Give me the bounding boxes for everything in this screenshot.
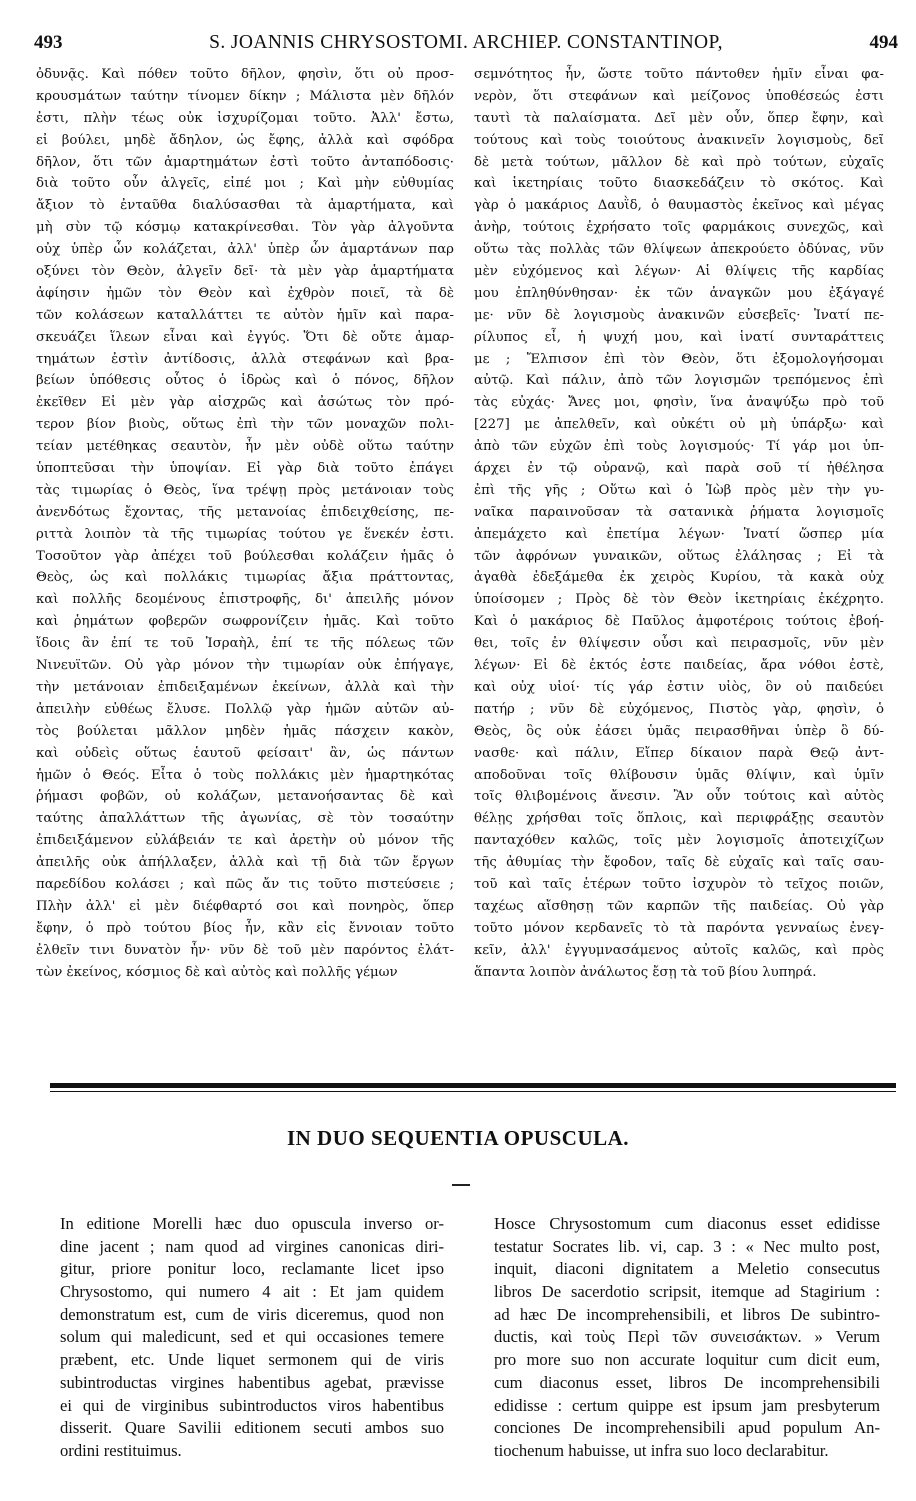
text-line: Πλὴν ἀλλ' εἰ μὲν διέφθαρτό σοι καὶ πονηρὸς, ὅπερ <box>36 898 454 914</box>
text-line: ἀφίησιν ἡμῶν τὸν Θεὸν καὶ ἐχθρὸν ποιεῖ, τὰ δὲ <box>36 285 454 301</box>
text-line: καὶ ῥημάτων φοβερῶν σωφρονίζειν ἡμᾶς. Καὶ τοῦτο <box>36 614 454 630</box>
text-line: οξύνει τὸν Θεὸν, ἀλγεῖν δεῖ· τὰ μὲν γὰρ ἁμαρτήματα <box>36 264 454 280</box>
text-line: ἐπὶ τῆς γῆς ; Οὕτω καὶ ὁ Ἰὼβ πρὸς μὲν τὴν γυ- <box>474 482 884 498</box>
text-line: ductis, καὶ τοὺς Περὶ τῶν συνεισάκτων. » Verum <box>494 1327 880 1347</box>
text-line: testatur Socrates lib. vi, cap. 3 : « Nec multo post, <box>494 1236 880 1256</box>
text-line: τὰς εὐχάς· Ἄνες μοι, φησὶν, ἵνα ἀναψύξω πρὸ τοῦ <box>474 395 884 411</box>
text-line: ei qui de virginibus subintroductos viros habentibus <box>60 1395 444 1415</box>
title-dash-ornament <box>452 1184 470 1186</box>
text-line: ῥήμασι φοβῶν, οὐ κολάζων, μετανοήσαντας δὲ καὶ <box>36 789 454 805</box>
text-line: μὴ σὺν τῷ κόσμῳ κατακρίνεσθαι. Τὸν γὰρ ἀλγοῦντα <box>36 220 454 236</box>
text-line: ριττὰ λοιπὸν τὰ τῆς τιμωρίας τούτου γε ἕνεκέν ἐστι. <box>36 526 454 542</box>
text-line: ἀνὴρ, τούτοις ἐχρήσατο τοῖς φαρμάκοις συνεχῶς, καὶ <box>474 220 884 236</box>
text-line: ἀπὸ τῶν εὐχῶν ἐπὶ τοὺς λογισμούς· Τί γάρ μοι ὑπ- <box>474 439 884 455</box>
text-line: κρουσμάτων ταύτην τίνομεν δίκην ; Μάλιστα μὲν δῆλόν <box>36 88 454 104</box>
text-line: In editione Morelli hæc duo opuscula inverso or- <box>60 1214 444 1233</box>
text-line: ἡμῶν ὁ Θεός. Εἶτα ὁ τοὺς πολλάκις μὲν ἡμαρτηκότας <box>36 767 454 783</box>
text-line: ἐπιδειξάμενον εὐλάβειάν τε καὶ ἀρετὴν οὐ μόνον τῆς <box>36 833 454 849</box>
text-line: pro more suo non accurate loquitur cum dicit eum, <box>494 1350 880 1370</box>
text-line: demonstratum est, cum de viris diceremus, quod non <box>60 1304 444 1324</box>
text-line: παρεδίδου κολάσει ; καὶ πῶς ἄν τις τοῦτο πιστεύσειε ; <box>36 876 454 892</box>
page-number-left: 493 <box>34 32 63 53</box>
text-line: ἀπεμάχετο καὶ ἐπετίμα λέγων· Ἱνατί ὥσπερ μία <box>474 526 884 542</box>
text-line: ταύτης ἀπαλλάττων τῆς ἀγωνίας, σὲ τὸν τοσαύτην <box>36 811 454 827</box>
text-line: ἀνενδότως ἔχοντας, τῆς μετανοίας ἐπιδειχθείσης, πε- <box>36 504 454 520</box>
page-number-right: 494 <box>869 32 898 53</box>
text-line: libros De sacerdotio scripsit, itemque ad Stagirium : <box>494 1282 880 1302</box>
text-line: οὕτω τὰς πολλὰς τῶν θλίψεων ἀπεκρούετο ὀδύνας, νῦν <box>474 242 884 258</box>
text-line: μὲν εὐχόμενος καὶ λέγων· Αἱ θλίψεις τῆς καρδίας <box>474 264 884 280</box>
text-line: cum diaconus esset, libros De incomprehensibili <box>494 1372 880 1392</box>
text-line: ἴδοις ἂν ἐπί τε τοῦ Ἰσραὴλ, ἐπί τε τῆς πόλεως τῶν <box>36 636 454 652</box>
text-line: disserit. Quare Savilii editionem secuti ambos suo <box>60 1418 444 1438</box>
text-line: τὰς τιμωρίας ὁ Θεὸς, ἵνα τρέψῃ πρὸς μετάνοιαν τοὺς <box>36 482 454 498</box>
text-line: ὑποπτεῦσαι τὴν ὑποψίαν. Εἰ γὰρ διὰ τοῦτο ἐπάγει <box>36 461 454 477</box>
text-line: δὲ μετὰ τούτων, μᾶλλον δὲ καὶ πρὸ τούτων, εὐχαῖς <box>474 154 884 170</box>
text-line: ad hæc De incomprehensibili, et libros De subintro- <box>494 1304 880 1324</box>
section-divider-thin <box>50 1091 896 1092</box>
text-line: πατήρ ; νῦν δὲ εὐχόμενος, Πιστὸς γὰρ, φησὶν, ὁ <box>474 701 884 717</box>
text-line: αποδοῦναι τοῖς θλίβουσιν ὑμᾶς θλίψιν, καὶ ὑμῖν <box>474 767 884 783</box>
text-line: καὶ πολλῆς δεομένους ἐπιστροφῆς, δι' ἀπειλῆς μόνον <box>36 592 454 608</box>
greek-column-right <box>474 64 884 983</box>
text-line: με· νῦν δὲ λογισμοὺς ἀνακινῶν εὐσεβεῖς· Ἱνατί πε- <box>474 307 884 323</box>
text-line: dine jacent ; nam quod ad virgines canonicas diri- <box>60 1236 444 1256</box>
text-line: άρχει ἐν τῷ οὐρανῷ, καὶ παρὰ σοῦ τί ἠθέλησα <box>474 461 884 477</box>
text-line: τῶν ἀφρόνων γυναικῶν, οὕτως ἐλάλησας ; Εἰ τὰ <box>474 548 884 564</box>
text-line: εἰ βούλει, μηδὲ ἄδηλον, ὡς ἔφης, ἀλλὰ καὶ σφόδρα <box>36 132 454 148</box>
text-line: Τοσοῦτον γὰρ ἀπέχει τοῦ βούλεσθαι κολάζειν ἡμᾶς ὁ <box>36 548 454 564</box>
section-title: IN DUO SEQUENTIA OPUSCULA. <box>286 1126 630 1150</box>
text-line: Θεὸς, ὡς καὶ πολλάκις τιμωρίας ἄξια πράττοντας, <box>36 570 454 586</box>
text-line: ἐκεῖθεν Εἰ μὲν γὰρ αἰσχρῶς καὶ ἀσώτως τὸν πρό- <box>36 395 454 411</box>
text-line: τὴν μετάνοιαν ἐπιδειξαμένων ἐκείνων, ἀλλὰ καὶ τὴν <box>36 679 454 695</box>
text-line: ταχέως αἴσθησῃ τῶν καρπῶν τῆς παιδείας. Οὐ γὰρ <box>474 898 884 914</box>
text-line: solum qui maledicunt, sed et qui occasiones temere <box>60 1327 444 1347</box>
text-line: ἀπειλὴν εὐθέως ἔλυσε. Πολλῷ γὰρ ἡμῶν αὐτῶν αὐ- <box>36 701 454 717</box>
text-line: ἔφην, ὁ πρὸ τούτου βίος ἦν, κἂν εἰς ἔννοιαν τοῦτο <box>36 920 454 936</box>
text-line: με ; Ἔλπισον ἐπὶ τὸν Θεὸν, ὅτι ἐξομολογήσομαι <box>474 351 884 367</box>
latin-column-left <box>60 1213 444 1463</box>
text-line: οὐχ ὑπὲρ ὧν κολάζεται, ἀλλ' ὑπὲρ ὧν ἁμαρτάνων παρ <box>36 242 454 258</box>
text-line: ταυτὶ τὰ παλαίσματα. Δεῖ μὲν οὖν, ὅπερ ἔφην, καὶ <box>474 110 884 126</box>
text-line: βείων ὑπόθεσις οὗτος ὁ ἱδρὼς καὶ ὁ πόνος, δῆλον <box>36 373 454 389</box>
text-line: τῆς ἀθυμίας τὴν ἔφοδον, ταῖς δὲ εὐχαῖς καὶ ταῖς σαυ- <box>474 855 884 871</box>
text-line: αὐτῷ. Καὶ πάλιν, ἀπὸ τῶν λογισμῶν τρεπόμενος ἐπὶ <box>474 373 884 389</box>
text-line: ἀπειλῆς οὐκ ἀπήλλαξεν, ἀλλὰ καὶ τῇ διὰ τῶν ἔργων <box>36 855 454 871</box>
text-line: σκευάζει ἵλεων εἶναι καὶ ἐγγύς. Ὅτι δὲ οὔτε ἁμαρ- <box>36 329 454 345</box>
text-line: καὶ οὐδεὶς οὕτως ἑαυτοῦ φείσαιτ' ἂν, ὡς πάντων <box>36 745 454 761</box>
text-line: ὀδυνᾷς. Καὶ πόθεν τοῦτο δῆλον, φησὶν, ὅτι οὐ προσ- <box>36 67 454 82</box>
text-line: νασθε· καὶ πάλιν, Εἴπερ δίκαιον παρὰ Θεῷ ἀντ- <box>474 745 884 761</box>
text-line: ναῖκα παραινοῦσαν τὰ σατανικὰ ῥήματα λογισμοῖς <box>474 504 884 520</box>
text-line: [227] με ἀπελθεῖν, καὶ οὐκέτι οὐ μὴ ὑπάρξω· καὶ <box>474 417 884 433</box>
text-line: τῶν κολάσεων καταλλάττει τε αὐτὸν ἡμῖν καὶ παρα- <box>36 307 454 323</box>
text-line: Hosce Chrysostomum cum diaconus esset edidisse <box>494 1214 880 1233</box>
text-line: τημάτων ἐστὶν ἀντίδοσις, ἀλλὰ στεφάνων καὶ βρα- <box>36 351 454 367</box>
text-line: καὶ οὐχ υἱοί· τίς γάρ ἐστιν υἱὸς, ὃν οὐ παιδεύει <box>474 679 884 695</box>
text-line: gitur, priore ponitur loco, reclamante licet ipso <box>60 1259 444 1279</box>
text-line: Chrysostomo, qui numero 4 ait : Et jam quidem <box>60 1282 444 1302</box>
text-line: Θεὸς, ὃς οὐκ ἐάσει ὑμᾶς πειρασθῆναι ὑπὲρ ὃ δύ- <box>474 723 884 739</box>
latin-column-right <box>494 1213 880 1463</box>
text-line: διὰ τοῦτο οὖν ἀλγεῖς, εἰπέ μοι ; Καὶ μὴν εὐθυμίας <box>36 176 454 192</box>
text-line: Νινευϊτῶν. Οὐ γὰρ μόνον τὴν τιμωρίαν οὐκ ἐπήγαγε, <box>36 658 454 674</box>
text-line: σεμνότητος ἦν, ὥστε τοῦτο πάντοθεν ἡμῖν εἶναι φα- <box>474 67 884 82</box>
greek-column-left <box>36 64 454 983</box>
text-line: edidisse : certum quippe est ipsum jam presbyterum <box>494 1395 880 1415</box>
text-line: δῆλον, ὅτι τῶν ἁμαρτημάτων ἐστὶ τοῦτο ἀνταπόδοσις· <box>36 154 454 170</box>
running-head: S. JOANNIS CHRYSOSTOMI. ARCHIEP. CONSTANTINOP, <box>209 32 723 53</box>
text-line: ἐλθεῖν τινι δυνατὸν ἦν· νῦν δὲ τοῦ μὲν παρόντος ἐλάτ- <box>36 942 454 958</box>
text-line: ordini restituimus. <box>60 1440 182 1460</box>
text-line: τοῦτο μόνον κερδανεῖς τὸ τὰ παρόντα γενναίως ἐνεγ- <box>474 920 884 936</box>
text-line: tiochenum habuisse, ut infra suo loco declarabitur. <box>494 1440 829 1460</box>
text-line: ὑποίσομεν ; Πρὸς δὲ τὸν Θεὸν ἱκετηρίαις ἐκέχρητο. <box>474 592 884 608</box>
text-line: subintroductas virgines habentibus agebat, prævisse <box>60 1372 444 1392</box>
text-line: ἀγαθὰ ἐδεξάμεθα ἐκ χειρὸς Κυρίου, τὰ κακὰ οὐχ <box>474 570 884 586</box>
text-line: τὼν ἐκείνος, κόσμιος δὲ καὶ αὐτὸς καὶ πολλῆς γέμων <box>36 964 398 980</box>
text-line: πανταχόθεν καλῶς, τοῖς μὲν λογισμοῖς ἀποτειχίζων <box>474 833 884 849</box>
text-line: νερὸν, ὅτι στεφάνων καὶ μείζονος ὑποθέσεώς ἐστι <box>474 88 884 104</box>
text-line: τούτους καὶ τοὺς τοιούτους ἀνακινεῖν λογισμοὺς, δεῖ <box>474 132 884 148</box>
text-line: λέγων· Εἰ δὲ ἐκτός ἐστε παιδείας, ἄρα νόθοι ἐστὲ, <box>474 658 884 674</box>
text-line: ἐστι, πλὴν τέως οὐκ ἰσχυρίζομαι τοῦτο. Ἀλλ' ἔστω, <box>36 110 454 126</box>
text-line: θέλῃς χρήσθαι τοῖς ὅπλοις, καὶ περιφράξῃς σεαυτὸν <box>474 811 884 827</box>
text-line: ἄξιον τὸ ἐνταῦθα διαλύσασθαι τὰ ἁμαρτήματα, καὶ <box>36 198 454 214</box>
text-line: γὰρ ὁ μακάριος Δαυῒδ, ὁ θαυμαστὸς ἐκεῖνος καὶ μέγας <box>474 198 884 214</box>
text-line: τοῦ καὶ ταῖς ἑτέρων τοῦτο ἰσχυρὸν τὸ τεῖχος ποιῶν, <box>474 876 884 892</box>
page-header <box>34 32 898 60</box>
text-line: præbent, etc. Unde liquet sermonem qui de viris <box>60 1350 444 1370</box>
text-line: θει, τοῖς ἐν θλίψεσιν οὖσι καὶ πειρασμοῖς, νῦν μὲν <box>474 636 884 652</box>
text-line: ἅπαντα λοιπὸν ἀνάλωτος ἔσῃ τὰ τοῦ βίου λυπηρά. <box>474 964 817 980</box>
text-line: ρίλυπος εἶ, ἡ ψυχή μου, καὶ ἱνατί συνταράττεις <box>474 329 884 345</box>
text-line: τείαν μετέθηκας σεαυτὸν, ἦν μὲν οὐδὲ οὕτω ταύτην <box>36 439 454 455</box>
text-line: τὸς βούλεται μᾶλλον μηδὲν ἡμᾶς πάσχειν κακὸν, <box>36 723 454 739</box>
text-line: conciones De incomprehensibili apud populum An- <box>494 1418 880 1438</box>
text-line: μου ἐπληθύνθησαν· ἐκ τῶν ἀναγκῶν μου ἐξάγαγέ <box>474 285 884 301</box>
text-line: κεῖν, ἀλλ' ἐγγυμνασάμενος αὐτοῖς καλῶς, καὶ πρὸς <box>474 942 884 958</box>
text-line: inquit, diaconi dignitatem a Meletio consecutus <box>494 1259 880 1279</box>
text-line: τερον βίον βιοὺς, οὕτως ἐπὶ τὴν τῶν μοναχῶν πολι- <box>36 417 454 433</box>
text-line: Καὶ ὁ μακάριος δὲ Παῦλος ἀμφοτέροις τούτοις ἐβοή- <box>474 614 884 630</box>
text-line: καὶ ἱκετηρίαις τοῦτο διασκεδάζειν τὸ σκότος. Καὶ <box>474 176 884 192</box>
text-line: τοῖς θλιβομένοις ἄνεσιν. Ἂν οὖν τούτοις καὶ αὐτὸς <box>474 789 884 805</box>
section-divider-thick <box>50 1083 896 1088</box>
